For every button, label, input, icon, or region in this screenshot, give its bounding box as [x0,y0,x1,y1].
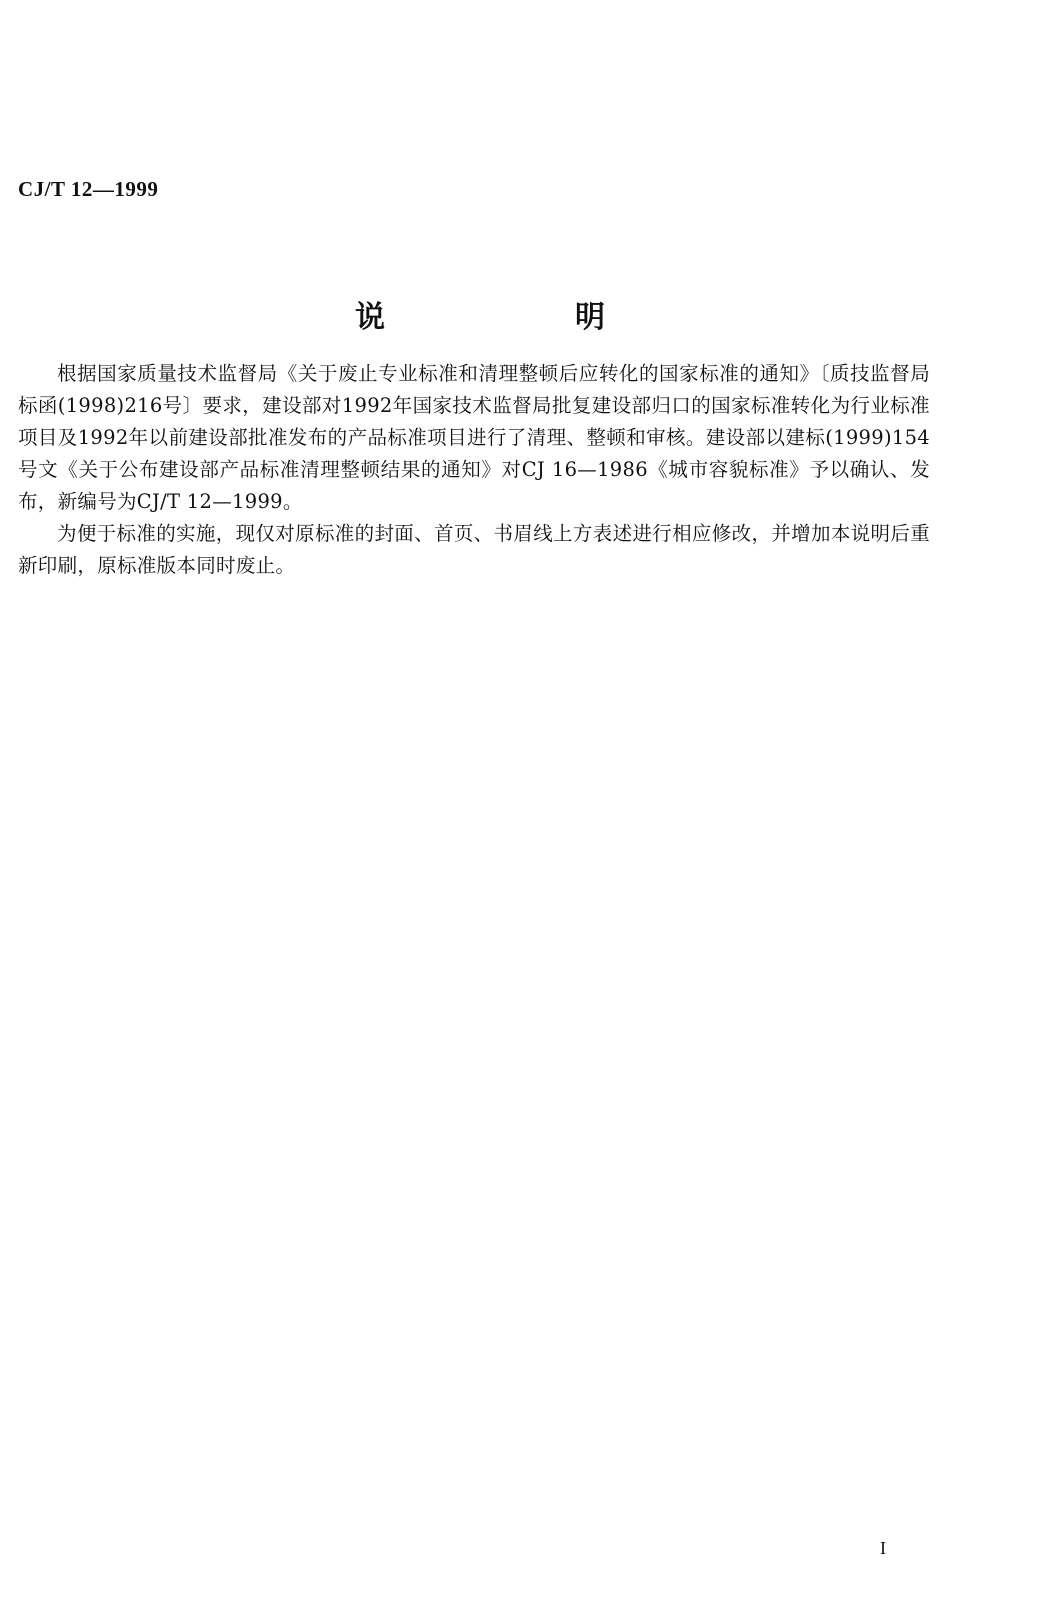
standard-code: CJ/T 12—1999 [18,177,159,201]
paragraph: 为便于标准的实施，现仅对原标准的封面、首页、书眉线上方表述进行相应修改，并增加本说明后重新印刷，原标准版本同时废止。 [18,522,930,577]
document-body [18,358,930,582]
paragraph: 根据国家质量技术监督局《关于废止专业标准和清理整顿后应转化的国家标准的通知》〔质技监督局标函(1998)216号〕要求，建设部对1992年国家技术监督局批复建设部归口的国家标准转化为行业标准项目及1992年以前建设部批准发布的产品标准项目进行了清理、整顿和审核。建设部以建标(1999)154号文《关于公布建设部产品标准清理整顿结果的通知》对CJ 16—1986《城市容貌标准》予以确认、发布，新编号为CJ/T 12—1999。 [18,362,930,513]
document-title: 说 明 [355,300,685,335]
page-number: I [880,1538,886,1558]
